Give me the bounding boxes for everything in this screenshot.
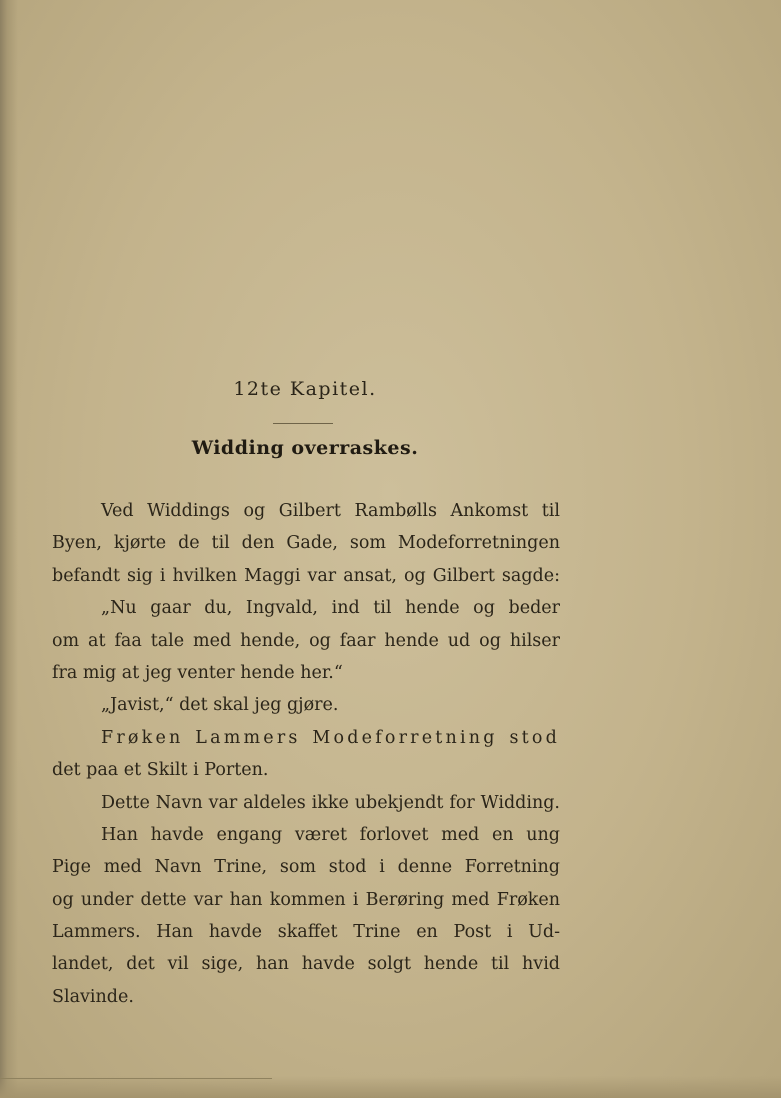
text-line: Lammers. Han havde skaffet Trine en Post i Ud-	[52, 922, 560, 943]
page-fold-line	[0, 1078, 272, 1080]
text-line: Byen, kjørte de til den Gade, som Modeforretningen	[52, 533, 560, 554]
text-line: det paa et Skilt i Porten.	[52, 760, 269, 781]
text-line: Pige med Navn Trine, som stod i denne Forretning	[52, 857, 560, 878]
text-line: Dette Navn var aldeles ikke ubekjendt for Widding.	[101, 792, 560, 813]
chapter-body	[52, 495, 560, 1013]
text-line: Frøken Lammers Modeforretning stod	[101, 727, 560, 748]
text-line: „Nu gaar du, Ingvald, ind til hende og beder	[101, 598, 560, 619]
text-line: fra mig at jeg venter hende her.“	[52, 662, 343, 683]
page-left-edge-shadow	[0, 0, 18, 1098]
chapter-heading: 12te Kapitel.	[233, 378, 377, 400]
heading-divider	[273, 423, 333, 424]
text-line: befandt sig i hvilken Maggi var ansat, og Gilbert sagde:	[52, 565, 560, 586]
text-line: landet, det vil sige, han havde solgt hende til hvid	[52, 954, 560, 975]
text-line: „Javist,“ det skal jeg gjøre.	[101, 695, 339, 716]
text-line: og under dette var han kommen i Berøring med Frøken	[52, 889, 560, 910]
text-line: Han havde engang været forlovet med en ung	[101, 824, 560, 845]
text-line: om at faa tale med hende, og faar hende ud og hilser	[52, 630, 560, 651]
text-line: Ved Widdings og Gilbert Rambølls Ankomst til	[101, 501, 560, 521]
text-line: Slavinde.	[52, 986, 134, 1007]
chapter-title: Widding overraskes.	[191, 437, 419, 459]
